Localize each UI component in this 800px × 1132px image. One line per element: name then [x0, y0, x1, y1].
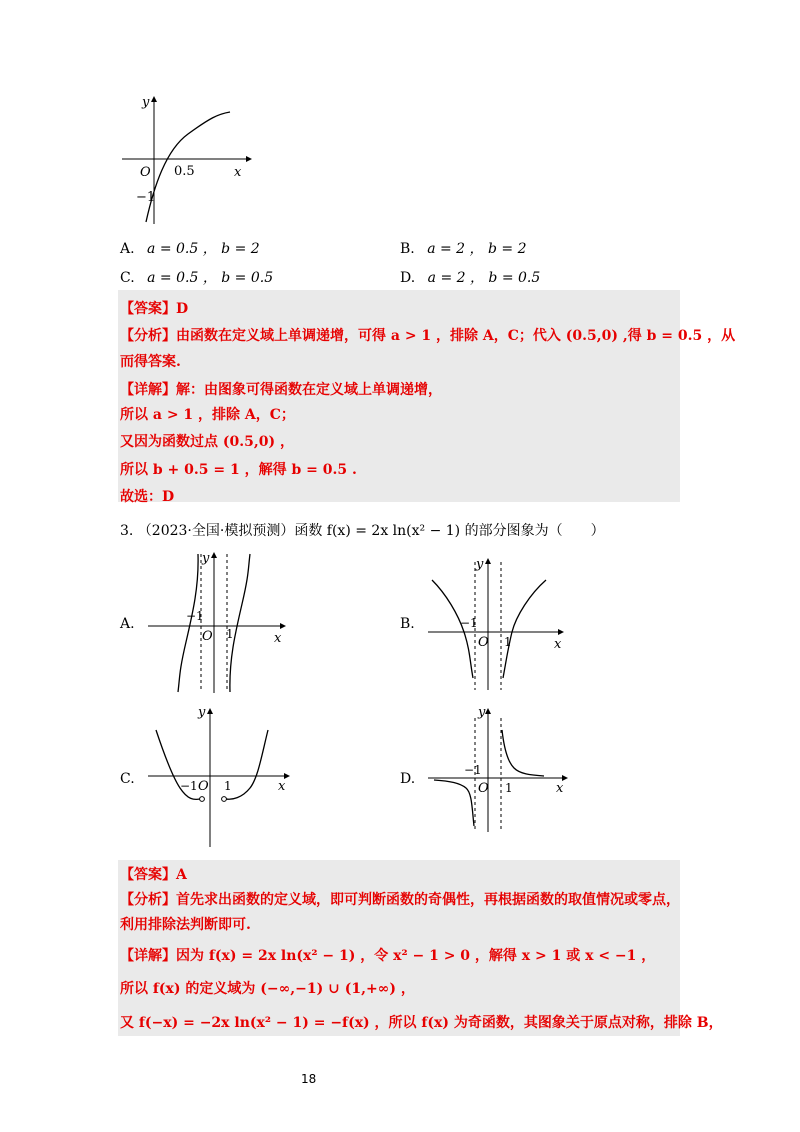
q2-option-c-text: a = 0.5 ， b = 0.5	[147, 270, 274, 286]
q3d-neg1-label: −1	[464, 763, 482, 777]
q3-detail	[120, 945, 655, 965]
q3-analysis-line2: 利用排除法判断即可.	[120, 917, 251, 933]
q2-analysis	[120, 325, 735, 345]
q2-detail-line1: 解：由图象可得函数在定义域上单调递增，	[176, 382, 442, 398]
q2-y-label: y	[142, 95, 150, 110]
q3a-neg1-label: −1	[186, 609, 204, 623]
q2-analysis-line1: 由函数在定义域上单调递增，可得 a > 1 ，排除 A，C；代入 (0.5,0) ,得 b = 0.5 ，从	[176, 328, 736, 344]
q3b-y-label: y	[476, 557, 484, 572]
q3-detail-label: 【详解】	[120, 948, 176, 964]
q2-detail	[120, 379, 442, 399]
q3-stem: 3. （2023·全国·模拟预测）函数 f(x) = 2x ln(x² − 1) 的部分图象为（ ）	[120, 523, 605, 539]
q3-graph-b[interactable]	[426, 552, 570, 692]
q2-answer	[120, 298, 188, 318]
q3d-y-label: y	[478, 705, 486, 720]
q3-option-a-letter[interactable]: A.	[120, 616, 135, 632]
q3d-x-label: x	[556, 781, 564, 796]
q3a-one-label: 1	[226, 627, 234, 641]
q3-graph-a[interactable]	[146, 546, 292, 694]
q2-option-c-letter: C.	[120, 270, 135, 286]
q3-detail-line1: 因为 f(x) = 2x ln(x² − 1) ，令 x² − 1 > 0 ，解得 x > 1 或 x < −1 ，	[176, 948, 656, 964]
q3b-x-label: x	[554, 637, 562, 652]
q2-detail-line4: 所以 b + 0.5 = 1 ，解得 b = 0.5 .	[120, 462, 357, 478]
q2-option-b[interactable]	[400, 238, 527, 258]
q2-answer-value: D	[176, 301, 189, 317]
q3-answer-label: 【答案】	[120, 867, 176, 883]
q3d-o-label: O	[478, 781, 489, 796]
q2-detail-line2: 所以 a > 1 ，排除 A，C；	[120, 407, 295, 423]
q2-option-b-letter: B.	[400, 241, 415, 257]
q3c-y-label: y	[198, 705, 206, 720]
q3c-one-label: 1	[224, 779, 232, 793]
q2-detail-line5: 故选：D	[120, 489, 175, 505]
q2-detail-label: 【详解】	[120, 382, 176, 398]
q3-option-b-letter[interactable]: B.	[400, 616, 415, 632]
q2-x-label: x	[234, 165, 242, 180]
q3b-one-label: 1	[504, 635, 512, 649]
q2-option-d[interactable]	[400, 267, 540, 287]
q2-option-d-text: a = 2 ， b = 0.5	[427, 270, 541, 286]
q3-detail-line3: 又 f(−x) = −2x ln(x² − 1) = −f(x) ，所以 f(x) 为奇函数，其图象关于原点对称，排除 B，	[120, 1015, 723, 1031]
q3-graph-c[interactable]	[146, 702, 296, 852]
q3c-o-label: O	[198, 779, 209, 794]
q3a-o-label: O	[202, 629, 213, 644]
q2-option-a-text: a = 0.5 ， b = 2	[147, 241, 260, 257]
q2-option-c[interactable]	[120, 267, 273, 287]
q3a-x-label: x	[274, 631, 282, 646]
q3-analysis-line1: 首先求出函数的定义域，即可判断函数的奇偶性，再根据函数的取值情况或零点，	[176, 892, 680, 908]
q3-detail-line2: 所以 f(x) 的定义域为 (−∞,−1) ∪ (1,+∞) ，	[120, 981, 415, 997]
q3-analysis-label: 【分析】	[120, 892, 176, 908]
q2-analysis-line2: 而得答案.	[120, 354, 181, 370]
q2-option-a-letter: A.	[120, 241, 135, 257]
q2-option-d-letter: D.	[400, 270, 416, 286]
q3-analysis	[120, 889, 680, 909]
q2-graph	[118, 88, 258, 228]
q3-option-d-letter[interactable]: D.	[400, 771, 416, 787]
q2-tick-m1: −1	[136, 190, 156, 205]
q2-detail-line3: 又因为函数过点 (0.5,0) ，	[120, 434, 294, 450]
q3b-o-label: O	[478, 635, 489, 650]
q3c-neg1-label: −1	[180, 779, 198, 793]
q3-answer-value: A	[176, 867, 187, 883]
q3-option-c-letter[interactable]: C.	[120, 771, 135, 787]
q2-option-a[interactable]	[120, 238, 260, 258]
q2-analysis-label: 【分析】	[120, 328, 176, 344]
q3-answer	[120, 864, 187, 884]
q3b-neg1-label: −1	[460, 616, 478, 630]
q2-answer-label: 【答案】	[120, 301, 176, 317]
q3d-one-label: 1	[505, 781, 513, 795]
page-number: 18	[301, 1072, 317, 1086]
q2-origin-label: O	[140, 165, 151, 180]
q3c-x-label: x	[278, 779, 286, 794]
q3-graph-d[interactable]	[426, 704, 574, 834]
q2-tick-05: 0.5	[174, 164, 195, 179]
q2-option-b-text: a = 2 ， b = 2	[427, 241, 527, 257]
q3a-y-label: y	[202, 551, 210, 566]
